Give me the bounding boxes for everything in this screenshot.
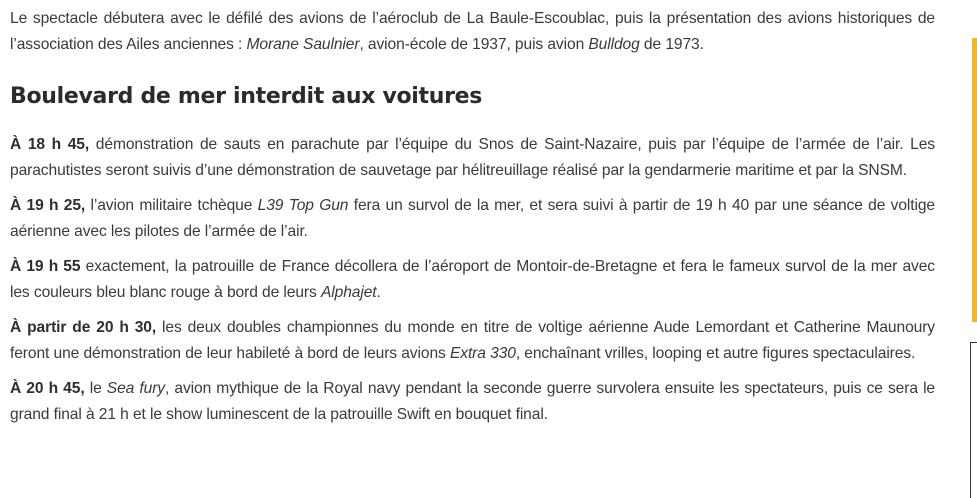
schedule-text: l’avion militaire tchèque <box>85 197 258 214</box>
schedule-time: À 18 h 45, <box>10 136 90 153</box>
sidebar-widget-frame <box>970 342 977 498</box>
schedule-paragraph-2045 <box>10 376 935 428</box>
schedule-time: À partir de 20 h 30, <box>10 319 157 336</box>
schedule-paragraph-1845 <box>10 132 935 184</box>
schedule-paragraph-1925 <box>10 193 935 245</box>
aircraft-name: L39 Top Gun <box>257 197 349 214</box>
sidebar-accent-bar <box>972 38 977 322</box>
schedule-text: , avion mythique de la Royal navy pendant la seconde guerre survolera ensuite les spectateurs, puis ce sera le grand final à 21 h et le show luminescent de la patrouille Swift en bouquet final. <box>10 380 936 423</box>
schedule-text: . <box>376 284 381 301</box>
schedule-paragraph-1955 <box>10 254 935 306</box>
intro-aircraft-morane: Morane Saulnier <box>246 36 360 53</box>
aircraft-name: Sea fury <box>106 380 165 397</box>
article-body <box>10 6 935 437</box>
intro-text: de 1973. <box>639 36 704 53</box>
schedule-text: fera un survol de la mer, et sera suivi à partir de 19 h 40 par une séance de voltige aérienne avec les pilotes de l’armée de l’air. <box>10 197 936 240</box>
schedule-time: À 19 h 25, <box>10 197 86 214</box>
schedule-time: À 19 h 55 <box>10 258 81 275</box>
intro-text: , avion-école de 1937, puis avion <box>359 36 589 53</box>
schedule-text: démonstration de sauts en parachute par l’équipe du Snos de Saint-Nazaire, puis par l’équipe de l’armée de l’air. Les parachutistes seront suivis d’une démonstration de sauvetage par hélitreuillage réalisé par la gendarmerie maritime et par la SNSM. <box>10 136 935 179</box>
intro-text: Le spectacle débutera avec le défilé des avions de l’aéroclub de La Baule-Escoublac, puis la présentation des avions historiques de l’association des Ailes anciennes : <box>10 10 935 53</box>
schedule-text: le <box>84 380 107 397</box>
schedule-text: , enchaînant vrilles, looping et autre figures spectaculaires. <box>515 345 916 362</box>
schedule-text: exactement, la patrouille de France décollera de l’aéroport de Montoir-de-Bretagne et fera le fameux survol de la mer avec les couleurs bleu blanc rouge à bord de leurs <box>10 258 936 301</box>
schedule-paragraph-2030 <box>10 315 935 367</box>
aircraft-name: Extra 330 <box>449 345 516 362</box>
schedule-text: les deux doubles championnes du monde en titre de voltige aérienne Aude Lemordant et Catherine Maunoury feront une démonstration de leur habileté à bord de leurs avions <box>10 319 936 362</box>
intro-aircraft-bulldog: Bulldog <box>588 36 640 53</box>
schedule-time: À 20 h 45, <box>10 380 85 397</box>
aircraft-name: Alphajet <box>320 284 377 301</box>
section-heading: Boulevard de mer interdit aux voitures <box>10 84 483 109</box>
intro-paragraph <box>10 6 935 58</box>
